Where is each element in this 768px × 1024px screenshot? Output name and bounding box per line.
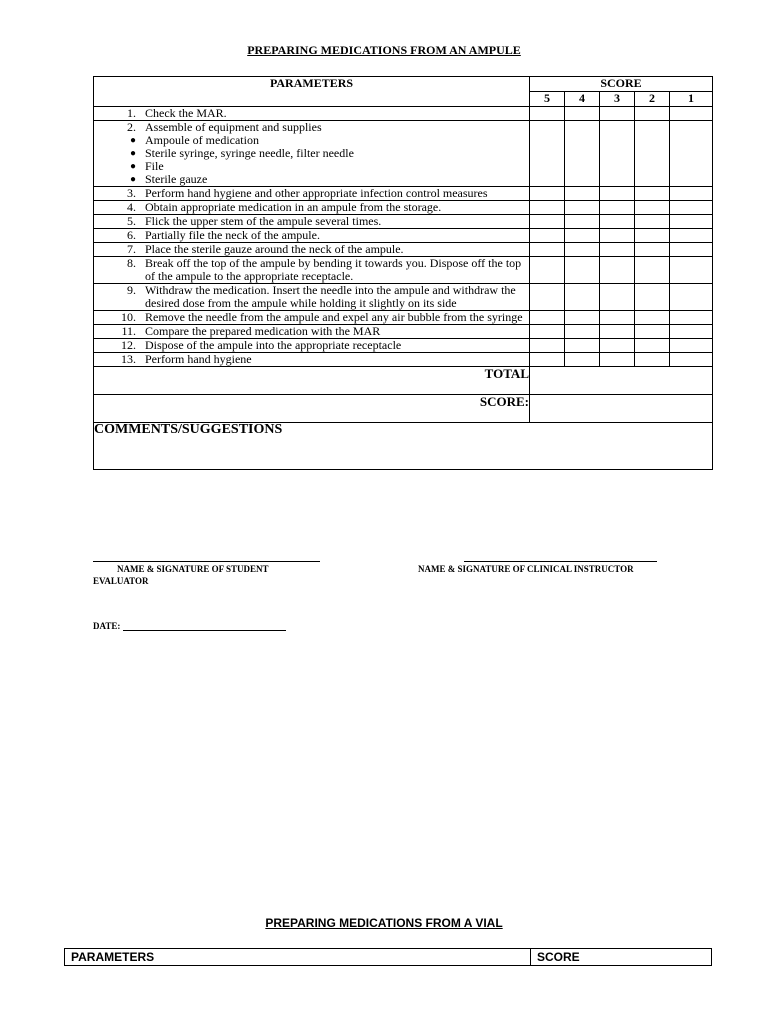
score-col-2: 2 (635, 92, 670, 107)
step-text: Partially file the neck of the ampule. (145, 228, 320, 242)
step-number: 4. (127, 200, 136, 214)
step-text: Withdraw the medication. Insert the needle into the ampule and withdraw the desired dose from the ampule while holding it slightly on its side (145, 283, 516, 310)
student-signature-line[interactable] (93, 561, 320, 562)
step-bullet-text: Sterile gauze (145, 172, 208, 186)
score-cell-2[interactable] (635, 284, 670, 311)
score-cell-2[interactable] (635, 187, 670, 201)
score-cell-2[interactable] (635, 243, 670, 257)
step-number: 9. (127, 283, 136, 297)
score-cell-4[interactable] (565, 339, 600, 353)
score-cell-5[interactable] (530, 339, 565, 353)
step-number: 11. (121, 324, 136, 338)
score-cell-1[interactable] (670, 339, 713, 353)
step-text-cell (94, 339, 530, 353)
step-bullet-text: Ampoule of medication (145, 133, 259, 147)
score-cell-5[interactable] (530, 284, 565, 311)
score-cell-4[interactable] (565, 311, 600, 325)
step-number: 7. (127, 242, 136, 256)
step-row (94, 229, 713, 243)
ampule-rubric-table (93, 76, 713, 470)
score-cell-5[interactable] (530, 257, 565, 284)
score-cell-4[interactable] (565, 243, 600, 257)
bullet-icon: ● (129, 148, 136, 159)
step-row (94, 257, 713, 284)
step-text-cell (94, 325, 530, 339)
score-cell-1[interactable] (670, 187, 713, 201)
score-cell-5[interactable] (530, 121, 565, 187)
step-number: 13. (121, 352, 136, 366)
step-text: Obtain appropriate medication in an ampule from the storage. (145, 200, 442, 214)
total-label: TOTAL (94, 367, 530, 395)
score-cell-2[interactable] (635, 229, 670, 243)
step-number: 8. (127, 256, 136, 270)
score-cell-1[interactable] (670, 121, 713, 187)
score-cell-1[interactable] (670, 215, 713, 229)
score-cell-1[interactable] (670, 243, 713, 257)
score-cell-1[interactable] (670, 325, 713, 339)
parameters-header: PARAMETERS (94, 77, 530, 107)
step-text-cell (94, 243, 530, 257)
score-cell-2[interactable] (635, 215, 670, 229)
step-text: Remove the needle from the ampule and expel any air bubble from the syringe (145, 310, 523, 324)
score-cell-3[interactable] (600, 229, 635, 243)
total-cell[interactable] (530, 367, 713, 395)
step-text-cell (94, 215, 530, 229)
score-cell-1[interactable] (670, 353, 713, 367)
step-row (94, 201, 713, 215)
score-cell[interactable] (530, 395, 713, 423)
step-text-cell (94, 257, 530, 284)
page-title-vial: PREPARING MEDICATIONS FROM A VIAL (265, 916, 503, 930)
step-text: Check the MAR. (145, 106, 227, 120)
score-cell-4[interactable] (565, 121, 600, 187)
score-cell-1[interactable] (670, 201, 713, 215)
date-label: DATE: (93, 621, 121, 631)
date-line[interactable] (123, 630, 286, 631)
score-cell-3[interactable] (600, 215, 635, 229)
step-text: Flick the upper stem of the ampule several times. (145, 214, 382, 228)
score-cell-3[interactable] (600, 201, 635, 215)
score-cell-4[interactable] (565, 229, 600, 243)
score-cell-4[interactable] (565, 107, 600, 121)
score-cell-3[interactable] (600, 257, 635, 284)
step-row (94, 107, 713, 121)
step-row (94, 325, 713, 339)
step-text: Dispose of the ampule into the appropriate receptacle (145, 338, 402, 352)
step-text: Perform hand hygiene and other appropriate infection control measures (145, 186, 488, 200)
score-cell-3[interactable] (600, 187, 635, 201)
score-label: SCORE: (94, 395, 530, 423)
score-cell-5[interactable] (530, 215, 565, 229)
score-cell-3[interactable] (600, 339, 635, 353)
page-title-ampule: PREPARING MEDICATIONS FROM AN AMPULE (247, 43, 521, 57)
step-bullet-text: Sterile syringe, syringe needle, filter needle (145, 146, 354, 160)
score-cell-3[interactable] (600, 353, 635, 367)
score-cell-1[interactable] (670, 107, 713, 121)
step-number: 12. (121, 338, 136, 352)
score-cell-5[interactable] (530, 187, 565, 201)
comments-label: COMMENTS/SUGGESTIONS (94, 422, 283, 437)
score-cell-2[interactable] (635, 353, 670, 367)
score-col-3: 3 (600, 92, 635, 107)
step-row (94, 339, 713, 353)
score-cell-4[interactable] (565, 325, 600, 339)
score-cell-3[interactable] (600, 311, 635, 325)
score-cell-2[interactable] (635, 121, 670, 187)
step-number: 2. (127, 120, 136, 134)
score-cell-3[interactable] (600, 284, 635, 311)
score-cell-4[interactable] (565, 257, 600, 284)
score-header: SCORE (530, 77, 713, 92)
score-cell-2[interactable] (635, 339, 670, 353)
student-signature-label: NAME & SIGNATURE OF STUDENT EVALUATOR (93, 564, 269, 586)
step-text: Compare the prepared medication with the MAR (145, 324, 381, 338)
step-number: 3. (127, 186, 136, 200)
step-text-cell (94, 121, 530, 187)
score-cell-1[interactable] (670, 284, 713, 311)
step-text: Break off the top of the ampule by bending it towards you. Dispose off the top of the ampule to the appropriate receptacle. (145, 256, 522, 283)
step-row (94, 311, 713, 325)
instructor-signature-line[interactable] (464, 561, 657, 562)
score-col-5: 5 (530, 92, 565, 107)
step-row (94, 187, 713, 201)
step-text: Place the sterile gauze around the neck of the ampule. (145, 242, 404, 256)
step-row (94, 215, 713, 229)
bullet-icon: ● (129, 161, 136, 172)
step-text-cell (94, 229, 530, 243)
step-text: Assemble of equipment and supplies (145, 120, 322, 134)
score-cell-2[interactable] (635, 325, 670, 339)
score-cell-3[interactable] (600, 121, 635, 187)
step-text-cell (94, 311, 530, 325)
vial-score-header: SCORE (531, 949, 712, 966)
score-cell-2[interactable] (635, 107, 670, 121)
step-text-cell (94, 187, 530, 201)
step-row (94, 243, 713, 257)
score-cell-5[interactable] (530, 107, 565, 121)
score-cell-5[interactable] (530, 353, 565, 367)
score-cell-4[interactable] (565, 284, 600, 311)
step-text: Perform hand hygiene (145, 352, 252, 366)
step-text-cell (94, 353, 530, 367)
step-row (94, 121, 713, 187)
score-cell-5[interactable] (530, 201, 565, 215)
score-cell-1[interactable] (670, 311, 713, 325)
score-cell-3[interactable] (600, 243, 635, 257)
score-cell-4[interactable] (565, 201, 600, 215)
score-cell-2[interactable] (635, 201, 670, 215)
step-text-cell (94, 107, 530, 121)
score-cell-5[interactable] (530, 229, 565, 243)
vial-rubric-table (64, 948, 712, 966)
score-cell-4[interactable] (565, 353, 600, 367)
bullet-icon: ● (129, 174, 136, 185)
step-number: 10. (121, 310, 136, 324)
step-row (94, 353, 713, 367)
score-cell-5[interactable] (530, 311, 565, 325)
step-row (94, 284, 713, 311)
score-cell-5[interactable] (530, 243, 565, 257)
step-number: 6. (127, 228, 136, 242)
score-cell-4[interactable] (565, 187, 600, 201)
score-cell-2[interactable] (635, 257, 670, 284)
step-text-cell (94, 201, 530, 215)
score-col-1: 1 (670, 92, 713, 107)
score-cell-2[interactable] (635, 311, 670, 325)
step-bullet-text: File (145, 159, 164, 173)
score-col-4: 4 (565, 92, 600, 107)
score-cell-5[interactable] (530, 325, 565, 339)
bullet-icon: ● (129, 135, 136, 146)
score-cell-1[interactable] (670, 229, 713, 243)
instructor-signature-label: NAME & SIGNATURE OF CLINICAL INSTRUCTOR (418, 564, 634, 574)
step-text-cell (94, 284, 530, 311)
step-number: 5. (127, 214, 136, 228)
score-cell-3[interactable] (600, 107, 635, 121)
score-cell-4[interactable] (565, 215, 600, 229)
step-number: 1. (127, 106, 136, 120)
score-cell-3[interactable] (600, 325, 635, 339)
comments-box[interactable] (94, 423, 713, 470)
vial-parameters-header: PARAMETERS (65, 949, 531, 966)
score-cell-1[interactable] (670, 257, 713, 284)
